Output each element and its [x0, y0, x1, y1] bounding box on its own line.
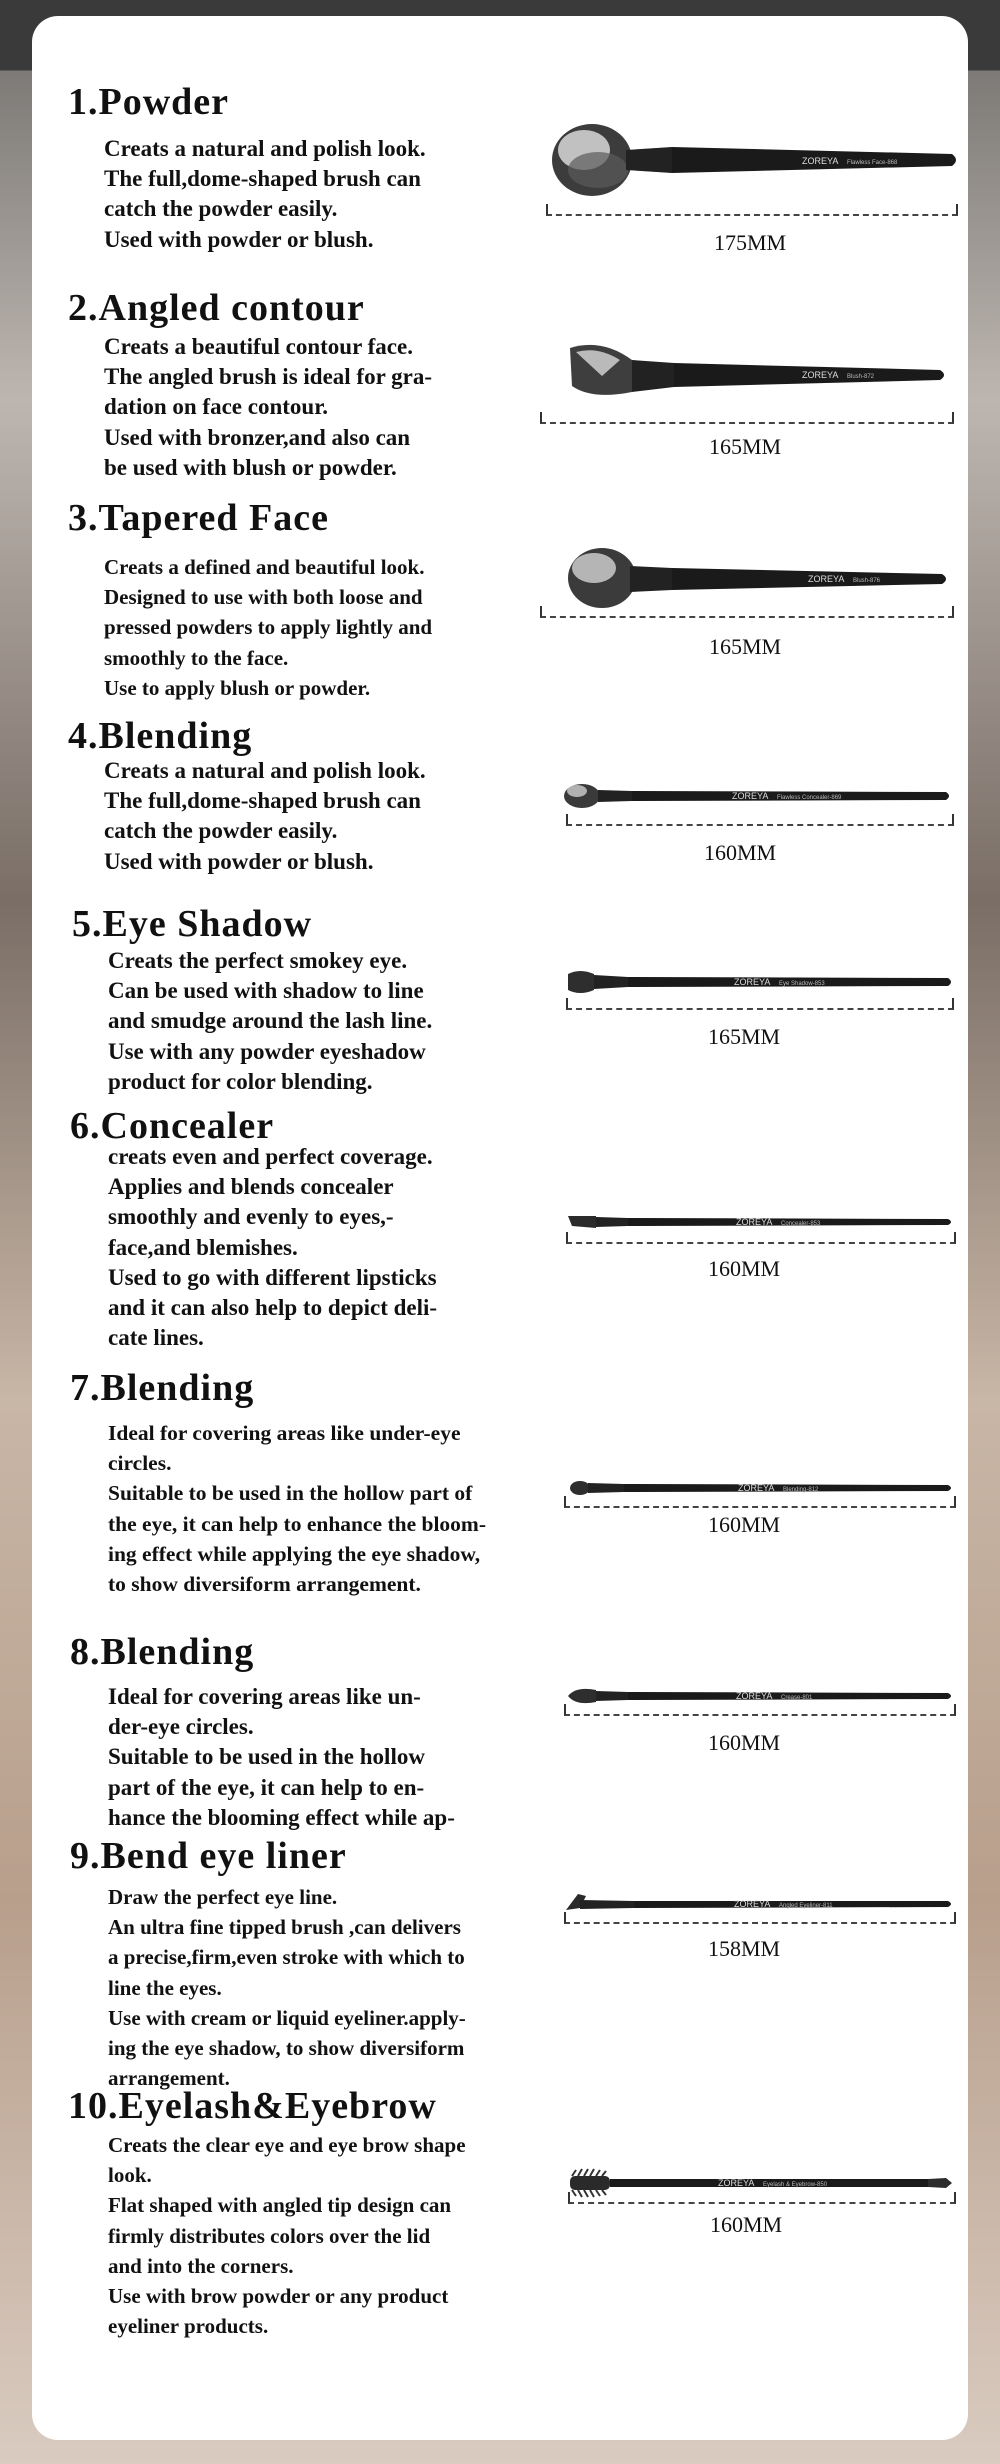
- section-description: creats even and perfect coverage. Applies and blends concealer smoothly and evenly to eyes,- face,and blemishes. Used to go with different lipsticks and it can also help to depict deli- cate lines.: [108, 1144, 438, 1351]
- section-description: Creats the clear eye and eye brow shape look. Flat shaped with angled tip design can firmly distributes colors over the lid and into the corners. Use with brow powder or any product eyeliner products.: [108, 2133, 466, 2339]
- length-dimension-line: [564, 1496, 956, 1508]
- svg-text:ZOREYA: ZOREYA: [736, 1691, 773, 1701]
- brush-length: 165MM: [707, 1024, 781, 1049]
- svg-text:ZOREYA: ZOREYA: [732, 791, 769, 801]
- brush-length: 160MM: [709, 2212, 783, 2237]
- blending-brush-image: [562, 776, 954, 816]
- section-title: 5.Eye Shadow: [72, 903, 313, 945]
- brush-length: 165MM: [708, 634, 782, 659]
- section-title: 6.Concealer: [70, 1105, 275, 1147]
- svg-text:Crease-801: Crease-801: [781, 1695, 813, 1701]
- brush-length: 160MM: [707, 1730, 781, 1755]
- section-description: Creats a beautiful contour face. The angled brush is ideal for gra- dation on face contour. Used with bronzer,and also can be used with blush or powder.: [104, 334, 432, 480]
- section-title: 10.Eyelash&Eyebrow: [68, 2085, 437, 2127]
- length-dimension-line: [566, 998, 954, 1010]
- svg-text:Flawless Concealer-869: Flawless Concealer-869: [777, 795, 842, 801]
- section-title: 3.Tapered Face: [68, 497, 329, 539]
- section-description: Creats a natural and polish look. The full,dome-shaped brush can catch the powder easily. Used with powder or blush.: [104, 136, 426, 252]
- svg-text:Eyelash & Eyebrow-850: Eyelash & Eyebrow-850: [763, 2182, 828, 2188]
- section-description: Creats a natural and polish look. The full,dome-shaped brush can catch the powder easily. Used with powder or blush.: [104, 758, 426, 874]
- brush-length: 165MM: [708, 434, 782, 459]
- length-dimension-line: [540, 412, 954, 424]
- svg-text:ZOREYA: ZOREYA: [738, 1483, 775, 1493]
- brush-length: 160MM: [707, 1256, 781, 1281]
- svg-text:ZOREYA: ZOREYA: [734, 977, 771, 987]
- svg-text:Eye Shadow-853: Eye Shadow-853: [779, 981, 825, 987]
- section-title: 7.Blending: [70, 1367, 255, 1409]
- length-dimension-line: [564, 1912, 956, 1924]
- length-dimension-line: [568, 2192, 956, 2204]
- length-dimension-line: [566, 1232, 956, 1244]
- section-description: Ideal for covering areas like under-eye circles. Suitable to be used in the hollow part of the eye, it can help to enhance the bloom- ing effect while applying the eye shadow, to show diversiform arrangement.: [108, 1421, 487, 1597]
- section-title: 9.Bend eye liner: [70, 1835, 347, 1877]
- svg-text:ZOREYA: ZOREYA: [802, 156, 839, 166]
- length-dimension-line: [546, 204, 958, 216]
- length-dimension-line: [540, 606, 954, 618]
- svg-text:ZOREYA: ZOREYA: [718, 2178, 755, 2188]
- length-dimension-line: [566, 814, 954, 826]
- brush-length: 158MM: [707, 1936, 781, 1961]
- angled-contour-brush-image: [562, 336, 952, 416]
- svg-text:Blush-876: Blush-876: [853, 578, 881, 584]
- section-description: Creats the perfect smokey eye. Can be used with shadow to line and smudge around the lash line. Use with any powder eyeshadow product for color blending.: [108, 948, 433, 1094]
- eye-shadow-brush-image: [564, 962, 956, 1002]
- length-dimension-line: [564, 1704, 956, 1716]
- section-title: 1.Powder: [68, 81, 230, 123]
- section-title: 2.Angled contour: [68, 287, 365, 329]
- brush-length: 160MM: [703, 840, 777, 865]
- brush-length: 175MM: [713, 230, 787, 255]
- svg-text:ZOREYA: ZOREYA: [802, 370, 839, 380]
- section-description: Creats a defined and beautiful look. Designed to use with both loose and pressed powders to apply lightly and smoothly to the face. Use to apply blush or powder.: [104, 555, 433, 700]
- section-description: Ideal for covering areas like un- der-eye circles. Suitable to be used in the hollow part of the eye, it can help to en- hance the blooming effect while ap-: [108, 1684, 455, 1830]
- svg-text:ZOREYA: ZOREYA: [736, 1217, 773, 1227]
- svg-text:Angled Eyeliner-811: Angled Eyeliner-811: [779, 1903, 833, 1909]
- section-description: Draw the perfect eye line. An ultra fine tipped brush ,can delivers a precise,firm,even stroke with which to line the eyes. Use with cream or liquid eyeliner.apply- ing the eye shadow, to show diversiform arrangement.: [108, 1885, 466, 2091]
- section-title: 8.Blending: [70, 1631, 255, 1673]
- svg-text:ZOREYA: ZOREYA: [734, 1899, 771, 1909]
- section-title: 4.Blending: [68, 715, 253, 757]
- svg-text:Concealer-853: Concealer-853: [781, 1221, 821, 1227]
- svg-text:Flawless Face-868: Flawless Face-868: [847, 160, 898, 166]
- powder-brush-image: [542, 120, 962, 210]
- svg-text:Blush-872: Blush-872: [847, 374, 875, 380]
- svg-text:ZOREYA: ZOREYA: [808, 574, 845, 584]
- brush-length: 160MM: [707, 1512, 781, 1537]
- product-card: [32, 16, 968, 2440]
- svg-text:Blending-812: Blending-812: [783, 1487, 819, 1493]
